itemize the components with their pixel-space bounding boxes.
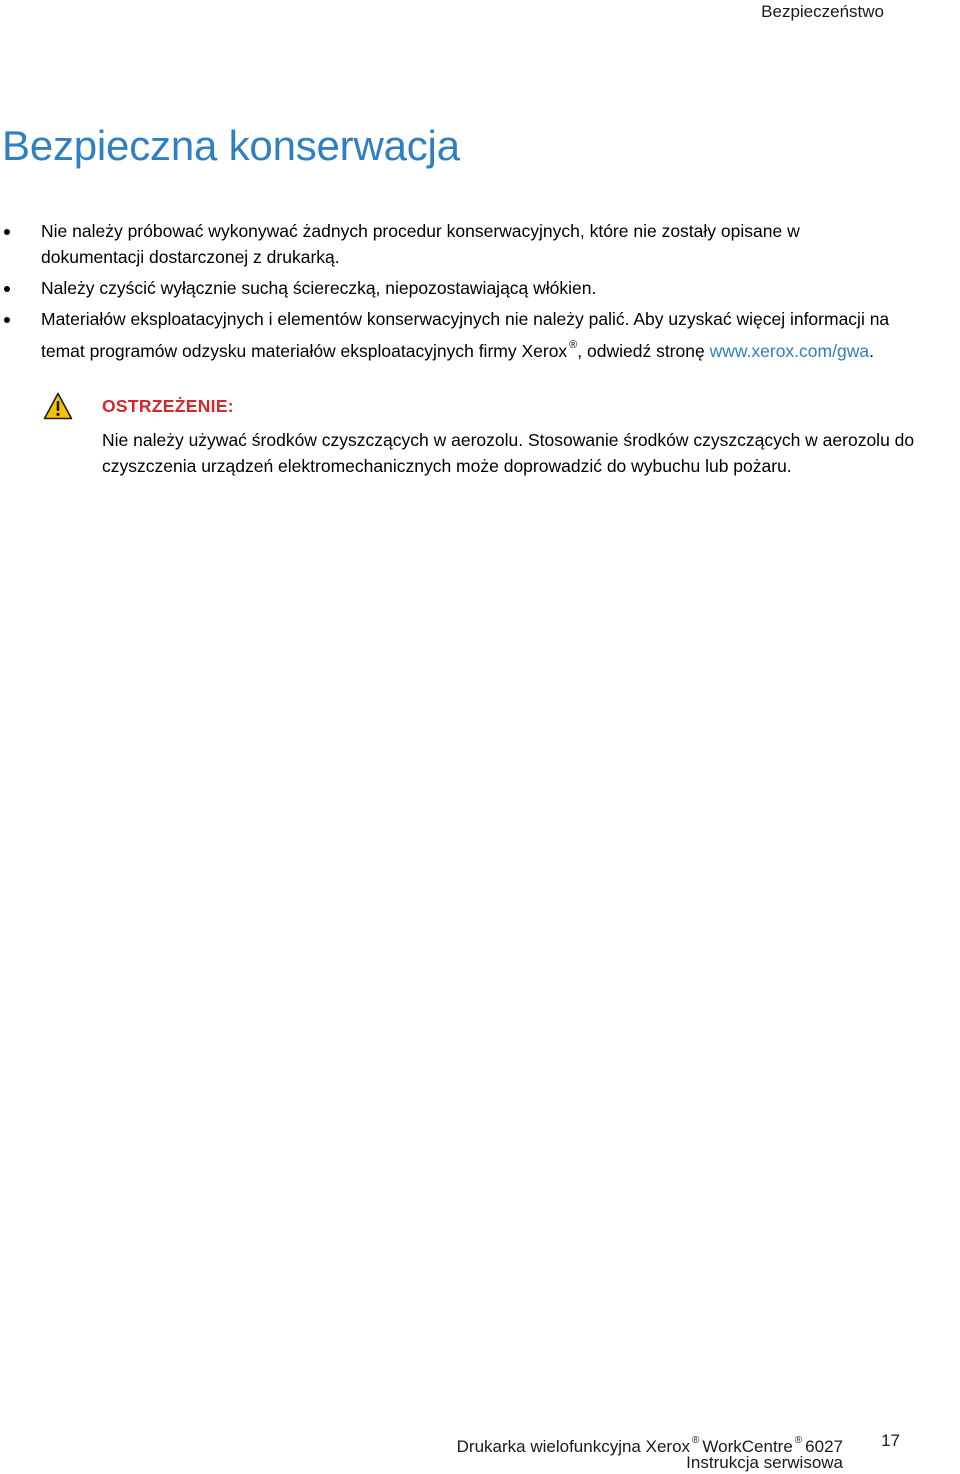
bullet-icon — [4, 229, 10, 235]
list-item — [0, 275, 900, 301]
page-number: 17 — [881, 1431, 900, 1450]
registered-mark: ® — [569, 339, 578, 351]
list-item-text: , odwiedź stronę — [577, 341, 710, 361]
recycling-link[interactable]: www.xerox.com/gwa — [709, 341, 870, 361]
running-header: Bezpieczeństwo — [761, 2, 884, 21]
footer-product-text: 6027 — [805, 1437, 843, 1456]
warning-triangle-icon — [43, 392, 73, 420]
list-item — [0, 218, 900, 270]
registered-mark: ® — [794, 1435, 803, 1446]
bullet-icon — [4, 317, 10, 323]
footer-document-title: Instrukcja serwisowa — [686, 1453, 843, 1472]
list-item-text: . — [869, 341, 874, 361]
bullet-list — [0, 218, 900, 369]
warning-label: OSTRZEŻENIE: — [102, 396, 234, 416]
page-title: Bezpieczna konserwacja — [2, 122, 460, 169]
footer-product-text: Drukarka wielofunkcyjna Xerox — [456, 1437, 691, 1456]
list-item-text: Nie należy próbować wykonywać żadnych procedur konserwacyjnych, które nie zostały opisane w dokumentacji dostarczonej z drukarką. — [41, 221, 800, 267]
bullet-icon — [4, 286, 10, 292]
list-item — [0, 306, 900, 364]
footer-product-text: WorkCentre — [702, 1437, 793, 1456]
list-item-text: Należy czyścić wyłącznie suchą ściereczką, niepozostawiającą włókien. — [41, 278, 597, 298]
warning-text: Nie należy używać środków czyszczących w aerozolu. Stosowanie środków czyszczących w aerozolu do czyszczenia urządzeń elektromechanicznych może doprowadzić do wybuchu lub pożaru. — [102, 430, 915, 476]
list-item-text: Materiałów eksploatacyjnych i elementów konserwacyjnych nie należy palić. Aby uzyskać więcej informacji na temat programów odzysku materiałów eksploatacyjnych firmy Xerox — [41, 309, 890, 361]
registered-mark: ® — [692, 1435, 700, 1446]
